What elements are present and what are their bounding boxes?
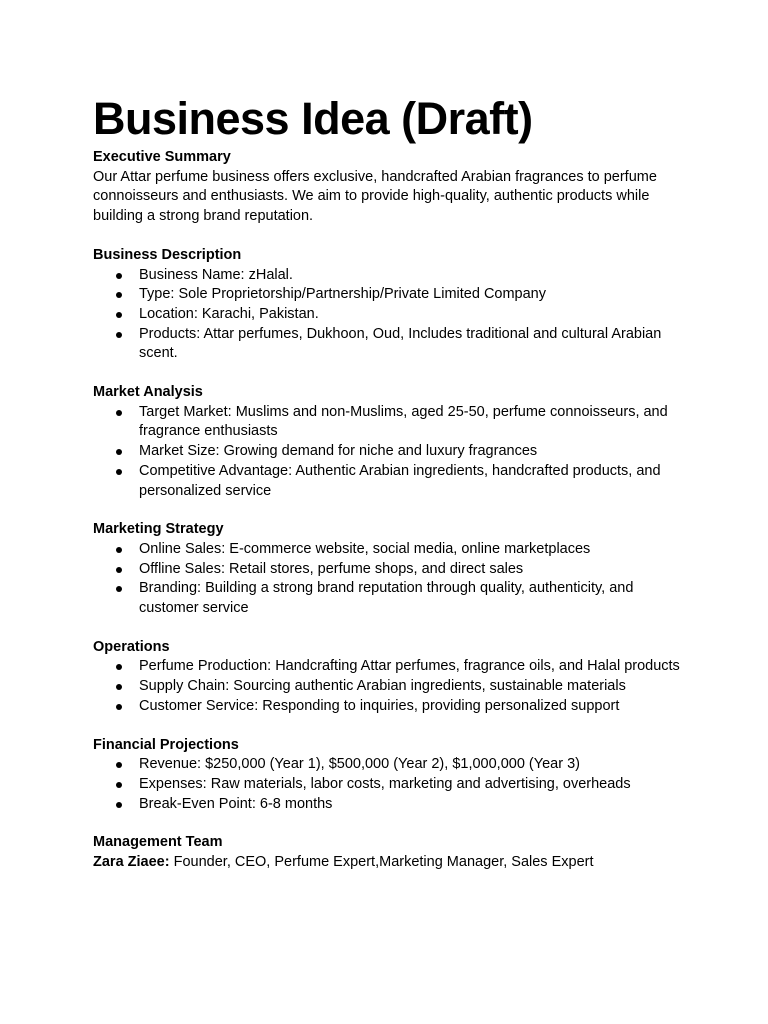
bullet-icon <box>116 410 122 416</box>
list-item-text: Online Sales: E-commerce website, social media, online marketplaces <box>139 540 591 557</box>
operations-section <box>93 638 693 717</box>
bullet-icon <box>116 449 122 455</box>
list-item <box>93 697 693 717</box>
list-item-text: Supply Chain: Sourcing authentic Arabian ingredients, sustainable materials <box>139 678 626 695</box>
list-item-text: Break-Even Point: 6-8 months <box>139 795 333 812</box>
list-item-text: Competitive Advantage: Authentic Arabian ingredients, handcrafted products, and personalized service <box>139 462 661 499</box>
team-member-line <box>93 853 693 873</box>
list-item <box>93 775 693 795</box>
list-item-text: Offline Sales: Retail stores, perfume shops, and direct sales <box>139 560 524 577</box>
list-item <box>93 795 693 815</box>
document-title: Business Idea (Draft) <box>93 93 533 144</box>
bullet-icon <box>116 273 122 279</box>
operations-heading: Operations <box>93 638 170 655</box>
list-item <box>93 677 693 697</box>
executive-summary-text: Our Attar perfume business offers exclusive, handcrafted Arabian fragrances to perfume connoisseurs and enthusiasts. We aim to provide high-quality, authentic products while building a strong brand reputation. <box>93 168 657 225</box>
market-analysis-list <box>93 403 693 502</box>
document-page <box>93 90 693 873</box>
business-description-heading: Business Description <box>93 246 242 263</box>
marketing-strategy-heading: Marketing Strategy <box>93 521 224 538</box>
bullet-icon <box>116 312 122 318</box>
list-item <box>93 462 693 501</box>
market-analysis-section <box>93 383 693 501</box>
business-description-section <box>93 246 693 364</box>
bullet-icon <box>116 802 122 808</box>
list-item-text: Business Name: zHalal. <box>139 266 293 283</box>
list-item <box>93 560 693 580</box>
list-item <box>93 540 693 560</box>
bullet-icon <box>116 567 122 573</box>
marketing-strategy-section <box>93 520 693 619</box>
operations-list <box>93 657 693 716</box>
list-item <box>93 657 693 677</box>
bullet-icon <box>116 704 122 710</box>
list-item-text: Perfume Production: Handcrafting Attar perfumes, fragrance oils, and Halal products <box>139 658 680 675</box>
bullet-icon <box>116 469 122 475</box>
financial-projections-section <box>93 736 693 815</box>
list-item-text: Products: Attar perfumes, Dukhoon, Oud, Includes traditional and cultural Arabian scent. <box>139 325 662 362</box>
management-team-section <box>93 833 693 872</box>
team-member-name: Zara Ziaee: <box>93 854 170 871</box>
list-item <box>93 579 693 618</box>
market-analysis-heading: Market Analysis <box>93 384 203 401</box>
list-item <box>93 442 693 462</box>
list-item <box>93 266 693 286</box>
management-team-heading: Management Team <box>93 834 223 851</box>
bullet-icon <box>116 292 122 298</box>
business-description-list <box>93 266 693 365</box>
bullet-icon <box>116 762 122 768</box>
list-item-text: Target Market: Muslims and non-Muslims, aged 25-50, perfume connoisseurs, and fragrance enthusiasts <box>139 403 668 440</box>
list-item-text: Branding: Building a strong brand reputation through quality, authenticity, and customer service <box>139 580 634 617</box>
list-item <box>93 285 693 305</box>
list-item-text: Type: Sole Proprietorship/Partnership/Private Limited Company <box>139 286 546 303</box>
list-item-text: Location: Karachi, Pakistan. <box>139 305 319 322</box>
list-item-text: Market Size: Growing demand for niche and luxury fragrances <box>139 443 538 460</box>
bullet-icon <box>116 664 122 670</box>
team-member-roles: Founder, CEO, Perfume Expert,Marketing Manager, Sales Expert <box>169 854 594 871</box>
list-item-text: Revenue: $250,000 (Year 1), $500,000 (Year 2), $1,000,000 (Year 3) <box>139 756 580 773</box>
executive-summary-section <box>93 148 693 227</box>
list-item-text: Customer Service: Responding to inquiries, providing personalized support <box>139 697 620 714</box>
bullet-icon <box>116 782 122 788</box>
marketing-strategy-list <box>93 540 693 619</box>
bullet-icon <box>116 586 122 592</box>
bullet-icon <box>116 332 122 338</box>
list-item <box>93 755 693 775</box>
executive-summary-heading: Executive Summary <box>93 149 231 165</box>
list-item <box>93 305 693 325</box>
financial-projections-list <box>93 755 693 814</box>
bullet-icon <box>116 547 122 553</box>
list-item <box>93 325 693 364</box>
list-item <box>93 403 693 442</box>
financial-projections-heading: Financial Projections <box>93 736 239 753</box>
bullet-icon <box>116 684 122 690</box>
list-item-text: Expenses: Raw materials, labor costs, marketing and advertising, overheads <box>139 775 631 792</box>
